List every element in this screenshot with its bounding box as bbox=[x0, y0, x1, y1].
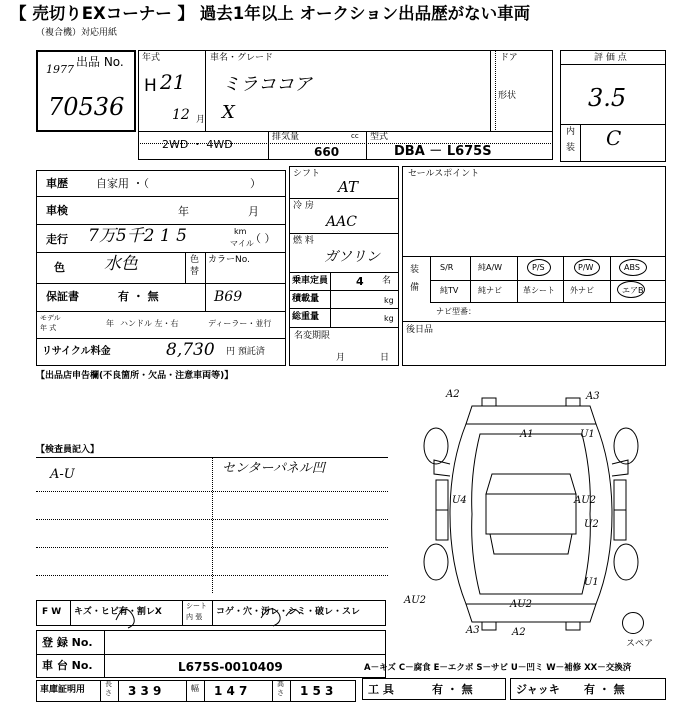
width-value: 1 4 7 bbox=[214, 684, 248, 698]
height-label-1: 高 bbox=[277, 680, 284, 688]
mileage-paren: （ ） bbox=[250, 232, 276, 245]
shift-label: シフト bbox=[293, 169, 321, 179]
inspection-month-unit: 月 bbox=[248, 205, 259, 218]
lot-year-tag: 1977 bbox=[46, 63, 74, 76]
equip-label-2: 備 bbox=[410, 283, 420, 293]
year-value: 21 bbox=[160, 70, 186, 94]
equip-airbag: エアB bbox=[622, 286, 644, 295]
damage-codes: A－キズ C－腐食 E－エクボ S－サビ U－凹ミ W－補修 XX－交換済 bbox=[364, 663, 632, 673]
color-number: B69 bbox=[214, 289, 243, 305]
sales-points-label: セールスポイント bbox=[408, 169, 480, 179]
model-code: DBA － L675S bbox=[394, 144, 492, 159]
ac-label: 冷 房 bbox=[293, 201, 314, 211]
equip-pw: P/W bbox=[578, 263, 594, 272]
capacity-label: 乗車定員 bbox=[292, 276, 329, 286]
seat-text: コゲ・穴・汚レ・シミ・破レ・スレ bbox=[216, 607, 361, 617]
damage-mark: A1 bbox=[520, 429, 534, 440]
sheet-title: 【 売切りEXコーナー 】 過去1年以上 オークション出品歴がない車両 bbox=[10, 4, 531, 23]
damage-mark: A2 bbox=[446, 389, 460, 400]
inspection-label: 車検 bbox=[46, 204, 68, 217]
equip-ext-navi: 外ナビ bbox=[570, 286, 594, 295]
interior-value: C bbox=[606, 126, 622, 150]
change-month: 月 bbox=[336, 353, 346, 363]
shape-label: 形状 bbox=[498, 91, 517, 101]
history-close: ） bbox=[250, 177, 261, 190]
length-label-2: さ bbox=[105, 689, 112, 697]
inspector-label: 【検査員記入】 bbox=[36, 445, 100, 455]
equip-label-1: 装 bbox=[410, 265, 420, 275]
recycle-unit: 円 預託済 bbox=[226, 347, 265, 357]
fw-label: F W bbox=[42, 607, 62, 617]
equip-navi: 純ナビ bbox=[478, 286, 502, 295]
capacity-value: 4 bbox=[356, 275, 364, 288]
history-label: 車歴 bbox=[46, 177, 68, 190]
load-label: 積載量 bbox=[292, 294, 320, 304]
seat-label-2: 内 張 bbox=[186, 613, 203, 621]
damage-mark: AU2 bbox=[404, 595, 427, 606]
score-label: 評 価 点 bbox=[594, 53, 627, 63]
declare-label: 【出品店申告欄(不良箇所・欠品・注意車両等)】 bbox=[36, 371, 234, 381]
interior-label-2: 装 bbox=[566, 143, 576, 153]
jack-value: 有 ・ 無 bbox=[584, 683, 625, 696]
inspector-note-2: センターパネル凹 bbox=[222, 461, 325, 476]
chassis-label: 車 台 No. bbox=[42, 659, 93, 672]
drive-type: 2WD ・ 4WD bbox=[162, 138, 233, 151]
equip-abs: ABS bbox=[624, 263, 640, 272]
fuel-label: 燃 料 bbox=[293, 236, 314, 246]
length-value: 3 3 9 bbox=[128, 684, 162, 698]
length-label-1: 長 bbox=[105, 680, 112, 688]
height-value: 1 5 3 bbox=[300, 684, 334, 698]
cert-label: 車庫証明用 bbox=[40, 685, 86, 695]
sheet-subtitle: （複合機）対応用紙 bbox=[36, 28, 118, 38]
handle-text: ハンドル 左・右 bbox=[120, 319, 179, 328]
change-day: 日 bbox=[380, 353, 390, 363]
damage-mark: A2 bbox=[512, 627, 526, 638]
navi-model-label: ナビ型番： bbox=[436, 307, 476, 316]
year-label: 年式 bbox=[142, 53, 161, 63]
model-year-label-1: モデル bbox=[40, 314, 61, 322]
year-era: H bbox=[144, 76, 157, 96]
history-box bbox=[36, 170, 286, 366]
warranty-label: 保証書 bbox=[46, 290, 79, 303]
equip-aw: 純A/W bbox=[478, 263, 503, 272]
month-unit: 月 bbox=[196, 115, 206, 125]
fw-handwritten-marks bbox=[36, 598, 386, 630]
equip-sr: S/R bbox=[440, 263, 454, 272]
displacement: 660 bbox=[314, 145, 340, 159]
color-change-2: 替 bbox=[190, 267, 200, 277]
color-value: 水色 bbox=[104, 254, 138, 274]
damage-mark: U1 bbox=[580, 429, 595, 440]
height-label-2: さ bbox=[277, 689, 284, 697]
interior-label-1: 内 bbox=[566, 127, 576, 137]
mile-unit: マイル bbox=[230, 239, 254, 248]
disp-unit: cc bbox=[351, 132, 359, 140]
history-value: 自家用 ・（ bbox=[96, 177, 149, 190]
spare-label: スペア bbox=[626, 639, 654, 649]
door-label: ドア bbox=[500, 53, 518, 63]
model-label: 型式 bbox=[370, 132, 389, 142]
fw-text: キズ・ヒビ有・割レX bbox=[74, 607, 162, 617]
recycle-label: リサイクル料金 bbox=[42, 346, 111, 357]
car-grade: X bbox=[222, 102, 235, 123]
color-no-label: カラーNo. bbox=[208, 255, 250, 265]
change-label: 名変期限 bbox=[294, 331, 331, 341]
mileage-value: 7万5千2 1 5 bbox=[88, 226, 187, 246]
car-name: ミラココア bbox=[222, 74, 312, 95]
tools-value: 有 ・ 無 bbox=[432, 683, 473, 696]
damage-mark: AU2 bbox=[574, 495, 597, 506]
damage-mark: A3 bbox=[466, 625, 480, 636]
mileage-label: 走行 bbox=[46, 233, 68, 246]
inspection-year-unit: 年 bbox=[178, 205, 189, 218]
equip-ps: P/S bbox=[532, 263, 545, 272]
chassis-number: L675S-0010409 bbox=[178, 660, 283, 674]
damage-mark: U4 bbox=[452, 495, 467, 506]
fuel-value: ガソリン bbox=[324, 249, 380, 265]
equip-leather: 革シート bbox=[523, 286, 555, 295]
warranty-value: 有 ・ 無 bbox=[118, 290, 159, 303]
load-kg: kg bbox=[384, 296, 394, 305]
dealer-text: ディーラー・並行 bbox=[208, 319, 272, 328]
model-year-label-2: 年 式 bbox=[40, 324, 57, 332]
km-unit: km bbox=[234, 227, 247, 236]
weight-kg: kg bbox=[384, 314, 394, 323]
width-label: 幅 bbox=[191, 684, 199, 693]
reg-label: 登 録 No. bbox=[42, 636, 93, 649]
later-label: 後日品 bbox=[406, 325, 434, 335]
damage-mark: A3 bbox=[586, 391, 600, 402]
disp-label: 排気量 bbox=[272, 132, 300, 142]
damage-mark: U1 bbox=[584, 577, 599, 588]
capacity-unit: 名 bbox=[382, 276, 392, 286]
inspector-note-1: A-U bbox=[50, 467, 75, 482]
jack-label: ジャッキ bbox=[516, 683, 560, 696]
color-label: 色 bbox=[54, 261, 65, 274]
ac-value: AAC bbox=[326, 214, 357, 230]
lot-number: 70536 bbox=[48, 93, 125, 121]
name-label: 車名・グレード bbox=[210, 53, 274, 63]
score-value: 3.5 bbox=[588, 84, 627, 112]
recycle-value: 8,730 bbox=[166, 340, 215, 360]
lot-label: 出品 No. bbox=[76, 55, 124, 69]
damage-mark: U2 bbox=[584, 519, 599, 530]
damage-mark: AU2 bbox=[510, 599, 533, 610]
color-change-1: 色 bbox=[190, 255, 200, 265]
tools-label: 工 具 bbox=[368, 683, 394, 696]
shift-value: AT bbox=[338, 178, 359, 196]
month-value: 12 bbox=[172, 107, 190, 123]
weight-label: 総重量 bbox=[292, 312, 320, 322]
equip-tv: 純TV bbox=[440, 286, 459, 295]
model-year-text: 年 bbox=[106, 319, 114, 328]
seat-label-1: シート bbox=[186, 602, 207, 610]
